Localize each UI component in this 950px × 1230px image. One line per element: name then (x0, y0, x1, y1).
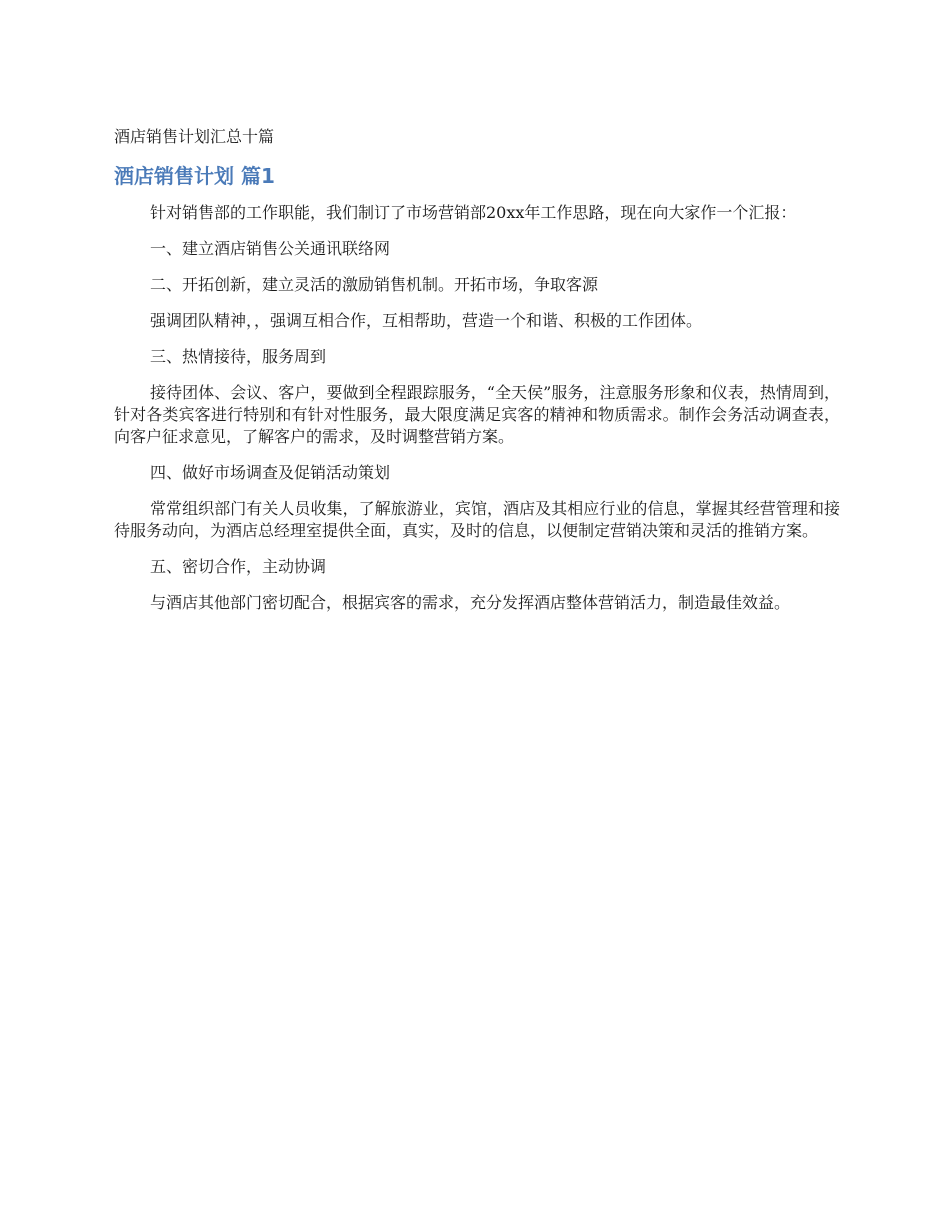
paragraph-item-4: 四、做好市场调查及促销活动策划 (150, 463, 391, 482)
paragraph-item-3-detail: 接待团体、会议、客户，要做到全程跟踪服务，“全天侯”服务，注意服务形象和仪表，热情周到，针对各类宾客进行特别和有针对性服务，最大限度满足宾客的精神和物质需求。制作会务活动调查表，向客户征求意见，了解客户的需求，及时调整营销方案。 (114, 383, 840, 446)
paragraph-item-5-detail: 与酒店其他部门密切配合，根据宾客的需求，充分发挥酒店整体营销活力，制造最佳效益。 (150, 593, 791, 612)
paragraph-item-1: 一、建立酒店销售公关通讯联络网 (150, 239, 391, 258)
paragraph-item-2-detail: 强调团队精神，，强调互相合作，互相帮助，营造一个和谐、积极的工作团体。 (150, 311, 703, 330)
paragraph-intro: 针对销售部的工作职能，我们制订了市场营销部20xx年工作思路，现在向大家作一个汇报： (150, 203, 797, 222)
paragraph-item-3: 三、热情接待，服务周到 (150, 347, 327, 366)
paragraph-item-4-detail: 常常组织部门有关人员收集，了解旅游业，宾馆，酒店及其相应行业的信息，掌握其经营管理和接待服务动向，为酒店总经理室提供全面，真实，及时的信息，以便制定营销决策和灵活的推销方案。 (114, 499, 840, 540)
section-body (114, 202, 840, 614)
document-title: 酒店销售计划汇总十篇 (114, 127, 275, 146)
paragraph-item-2: 二、开拓创新，建立灵活的激励销售机制。开拓市场，争取客源 (150, 275, 599, 294)
paragraph-item-5: 五、密切合作，主动协调 (150, 557, 327, 576)
section-heading: 酒店销售计划 篇1 (114, 164, 275, 188)
document-page (114, 124, 840, 628)
